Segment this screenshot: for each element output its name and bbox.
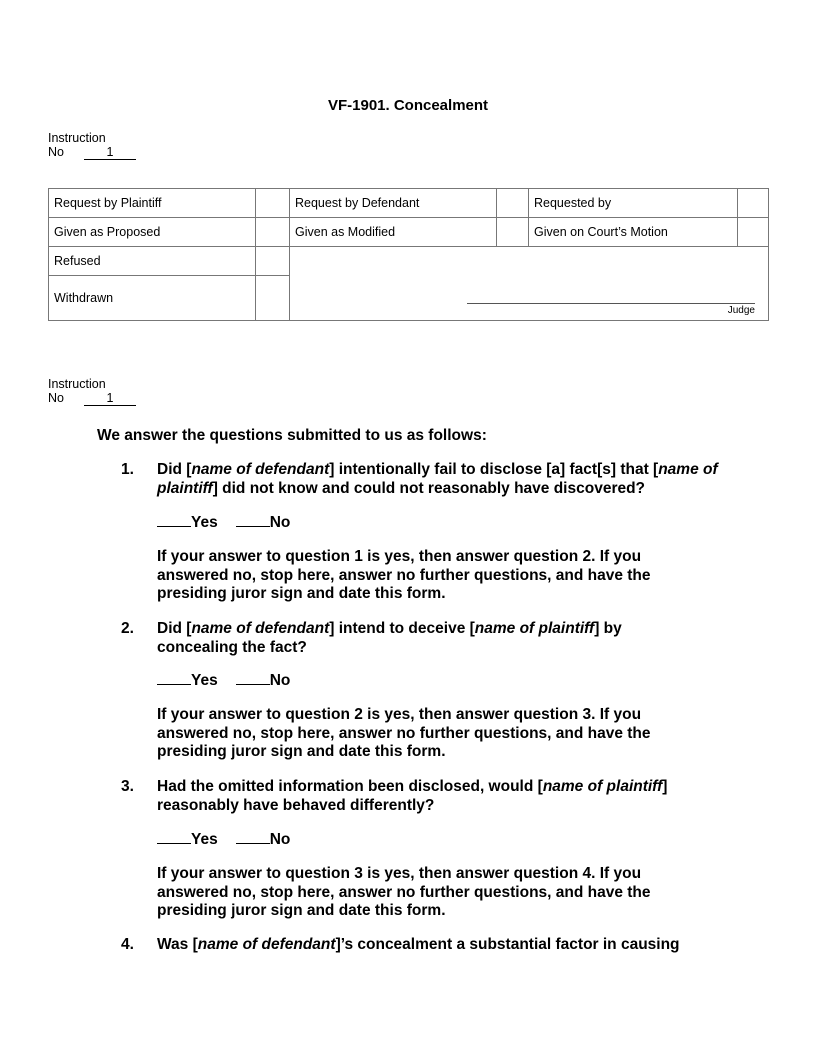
disposition-table [48,188,769,321]
refused-label: Refused [49,247,256,276]
page-title: VF-1901. Concealment [327,97,489,114]
followup-instruction: If your answer to question 2 is yes, then answer question 3. If you answered no, stop here, answer no further questions, and have the presiding juror sign and date this form. [157,706,651,760]
judge-signature-area [290,247,769,321]
judge-label: Judge [727,305,755,316]
request-by-defendant-box[interactable] [497,189,529,218]
instruction-label: Instruction [48,377,106,391]
instruction-number: 1 [84,146,136,160]
yes-blank[interactable] [157,831,191,844]
request-by-plaintiff-label: Request by Plaintiff [49,189,256,218]
yes-blank[interactable] [157,672,191,685]
question-number: 2. [121,620,134,637]
followup-instruction: If your answer to question 3 is yes, then answer question 4. If you answered no, stop here, answer no further questions, and have the presiding juror sign and date this form. [157,865,651,919]
yes-no-answer: Yes No [157,831,737,850]
instruction-label: Instruction [48,131,106,145]
request-by-defendant-label: Request by Defendant [290,189,497,218]
requested-by-label: Requested by [529,189,738,218]
judge-signature-line[interactable] [467,303,755,304]
given-on-courts-motion-box[interactable] [738,218,769,247]
instruction-number: 1 [84,392,136,406]
instruction-number-bottom [48,377,136,406]
given-as-modified-box[interactable] [497,218,529,247]
question-text: Was [name of defendant]’s concealment a substantial factor in causing [157,936,680,953]
request-by-plaintiff-box[interactable] [256,189,290,218]
no-blank[interactable] [236,672,270,685]
instruction-number-top [48,131,136,160]
given-as-proposed-label: Given as Proposed [49,218,256,247]
question-text: Did [name of defendant] intend to deceive [name of plaintiff] by concealing the fact? [157,620,622,656]
yes-blank[interactable] [157,514,191,527]
no-label: No [48,145,64,159]
yes-no-answer: Yes No [157,672,737,691]
question-text: Did [name of defendant] intentionally fail to disclose [a] fact[s] that [name of plaintiff] did not know and could not reasonably have discovered? [157,461,718,497]
followup-instruction: If your answer to question 1 is yes, then answer question 2. If you answered no, stop here, answer no further questions, and have the presiding juror sign and date this form. [157,548,651,602]
question-number: 4. [121,936,134,953]
withdrawn-label: Withdrawn [49,276,256,321]
intro-text: We answer the questions submitted to us as follows: [97,427,487,444]
requested-by-box[interactable] [738,189,769,218]
withdrawn-box[interactable] [256,276,290,321]
no-blank[interactable] [236,831,270,844]
question-number: 3. [121,778,134,795]
yes-no-answer: Yes No [157,514,737,533]
no-blank[interactable] [236,514,270,527]
no-label: No [48,391,64,405]
question-number: 1. [121,461,134,478]
given-as-proposed-box[interactable] [256,218,290,247]
question-text: Had the omitted information been disclosed, would [name of plaintiff] reasonably have behaved differently? [157,778,668,814]
given-on-courts-motion-label: Given on Court’s Motion [529,218,738,247]
given-as-modified-label: Given as Modified [290,218,497,247]
refused-box[interactable] [256,247,290,276]
